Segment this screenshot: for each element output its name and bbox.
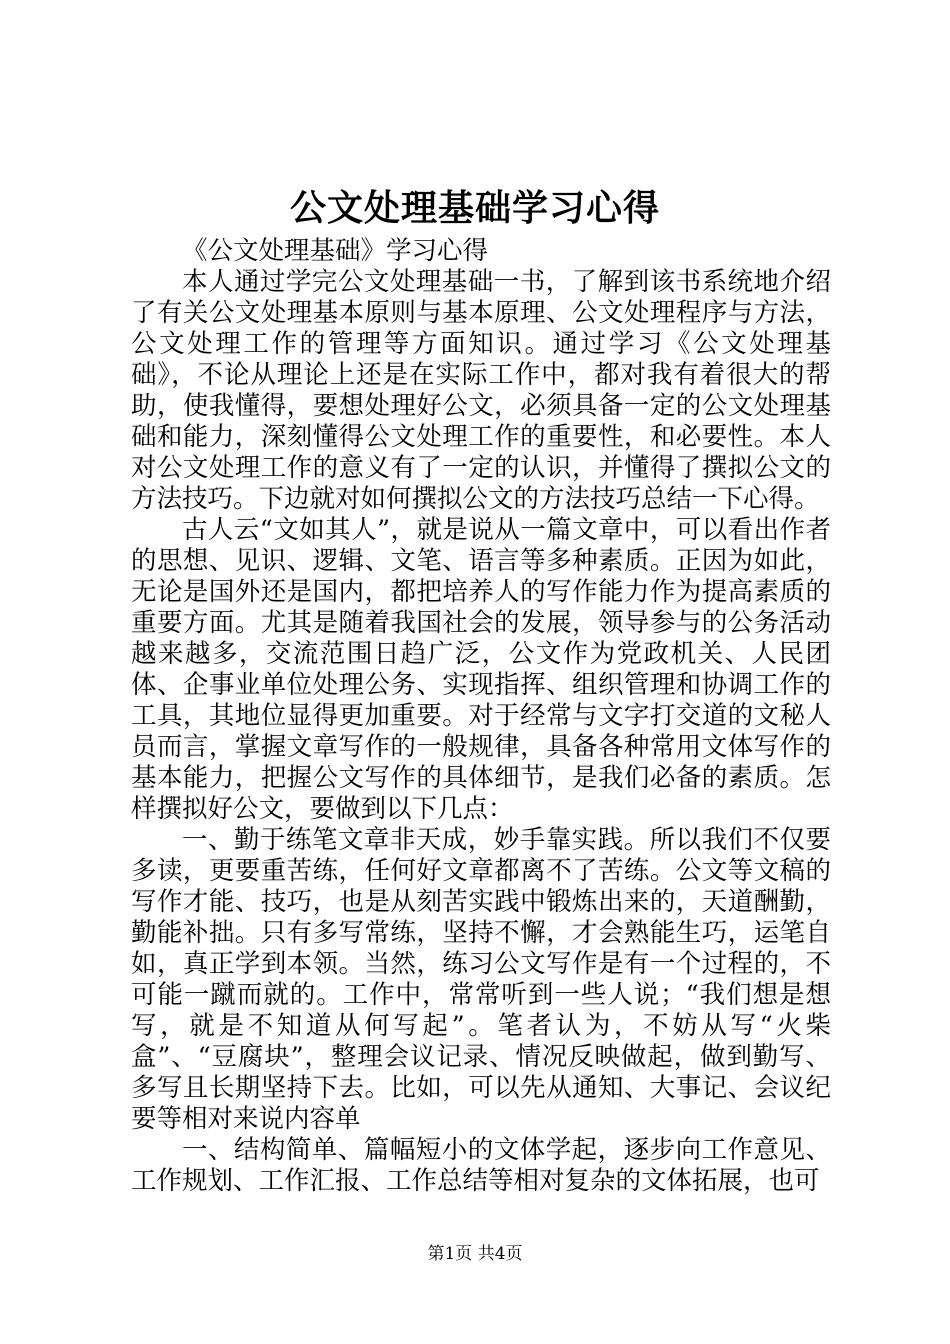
document-title: 公文处理基础学习心得 (289, 187, 660, 229)
paragraph-subtitle: 《公文处理基础》学习心得 (182, 236, 489, 266)
document-body (131, 236, 831, 1197)
paragraph-background: 古人云“文如其人”，就是说从一篇文章中，可以看出作者的思想、见识、逻辑、文笔、语言等多种素质。正因为如此，无论是国外还是国内，都把培养人的写作能力作为提高素质的重要方面。尤其是随着我国社会的发展，领导参与的公务活动越来越多，交流范围日趋广泛，公文作为党政机关、人民团体、企事业单位处理公务、实现指挥、组织管理和协调工作的工具，其地位显得更加重要。对于经常与文字打交道的文秘人员而言，掌握文章写作的一般规律，具备各种常用文体写作的基本能力，把握公文写作的具体细节，是我们必备的素质。怎样撰拟好公文，要做到以下几点： (131, 515, 831, 824)
paragraph-point-continued: 一、结构简单、篇幅短小的文体学起，逐步向工作意见、工作规划、工作汇报、工作总结等相对复杂的文体拓展，也可 (131, 1135, 831, 1196)
paragraph-point-one: 一、勤于练笔文章非天成，妙手靠实践。所以我们不仅要多读，更要重苦练，任何好文章都离不了苦练。公文等文稿的写作才能、技巧，也是从刻苦实践中锻炼出来的，天道酬勤，勤能补拙。只有多写常练，坚持不懈，才会熟能生巧，运笔自如，真正学到本领。当然，练习公文写作是有一个过程的，不可能一蹴而就的。工作中，常常听到一些人说；“我们想是想写，就是不知道从何写起”。笔者认为，不妨从写“火柴盒”、“豆腐块”，整理会议记录、情况反映做起，做到勤写、多写且长期坚持下去。比如，可以先从通知、大事记、会议纪要等相对来说内容单 (131, 825, 831, 1134)
page-number-footer: 第1页 共4页 (427, 1244, 523, 1264)
paragraph-intro: 本人通过学完公文处理基础一书，了解到该书系统地介绍了有关公文处理基本原则与基本原理、公文处理程序与方法，公文处理工作的管理等方面知识。通过学习《公文处理基础》，不论从理论上还是在实际工作中，都对我有着很大的帮助，使我懂得，要想处理好公文，必须具备一定的公文处理基础和能力，深刻懂得公文处理工作的重要性，和必要性。本人对公文处理工作的意义有了一定的认识，并懂得了撰拟公文的方法技巧。下边就对如何撰拟公文的方法技巧总结一下心得。 (131, 267, 831, 514)
